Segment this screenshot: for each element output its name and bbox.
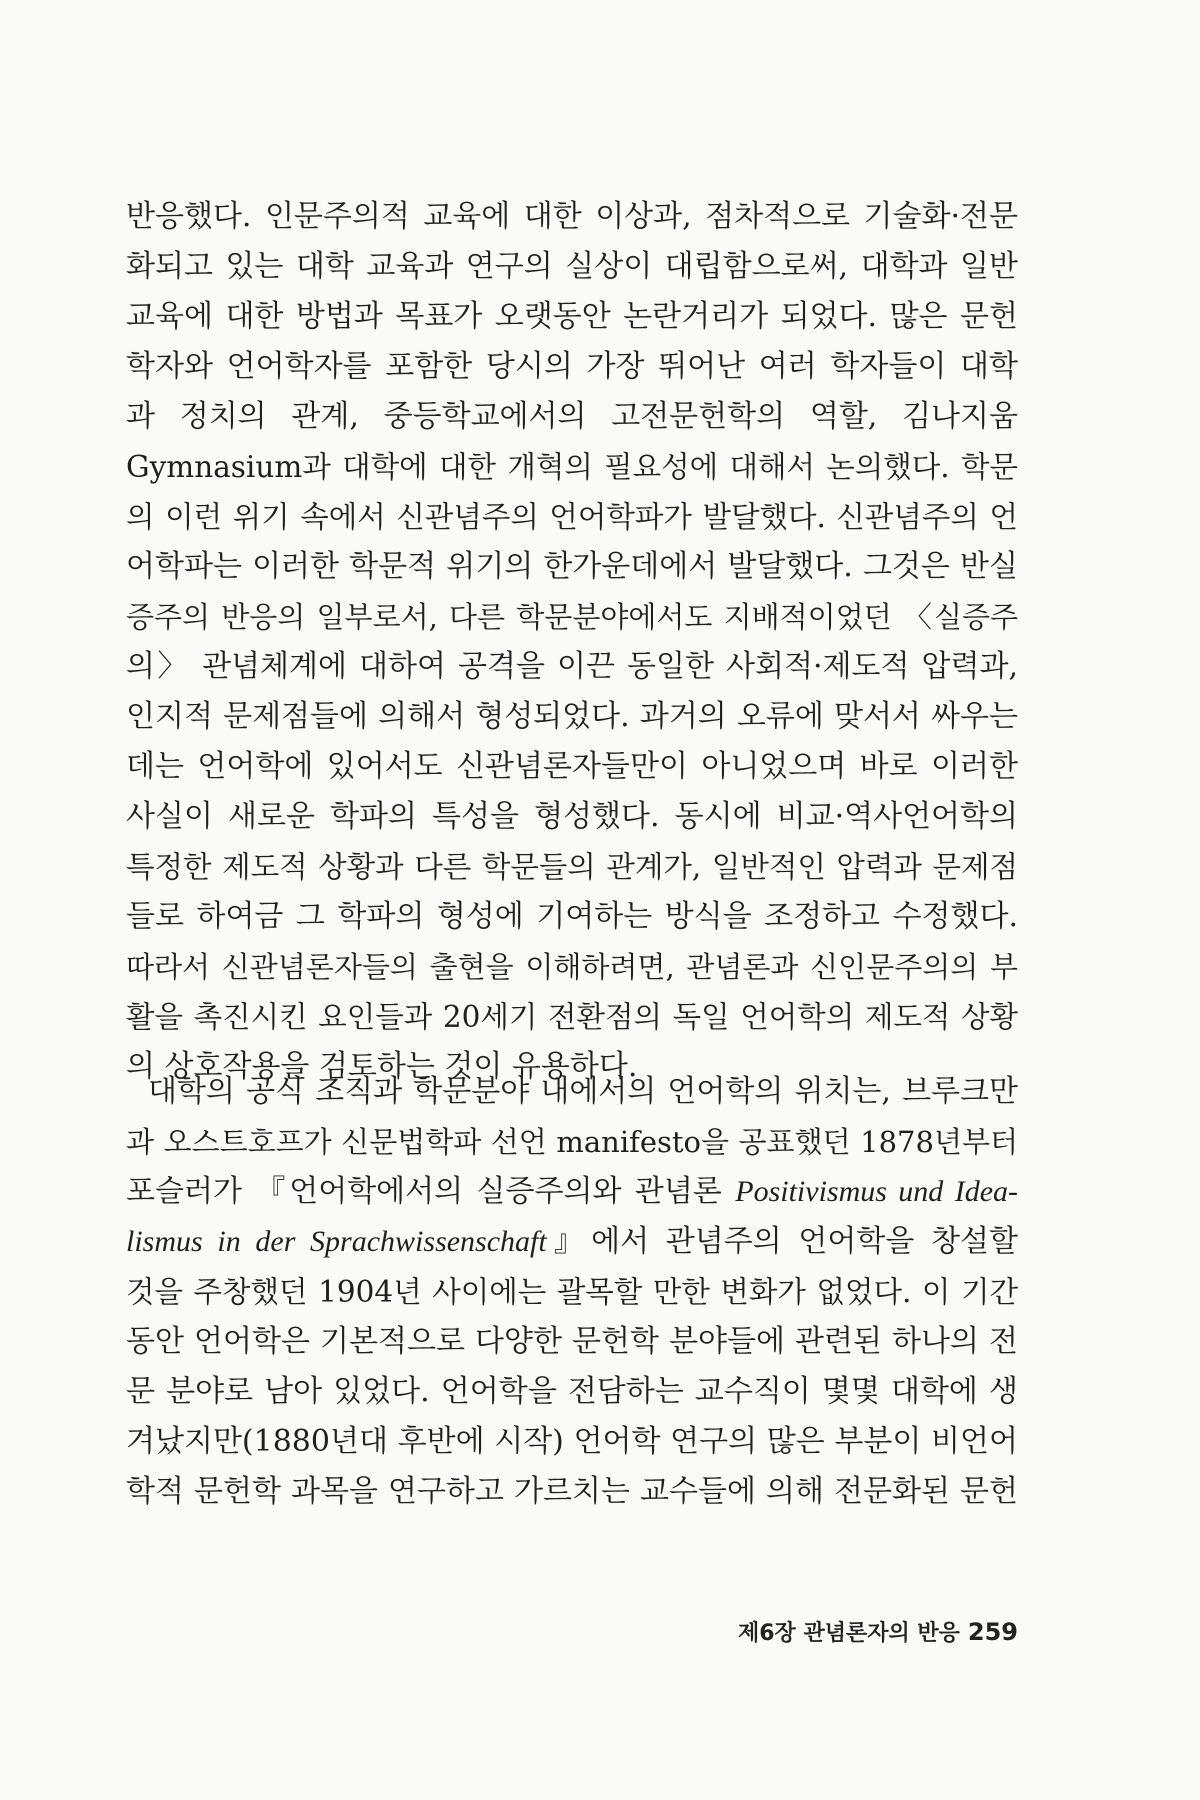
text-line: 의〉 관념체계에 대하여 공격을 이끈 동일한 사회적·제도적 압력과, [126,649,1018,684]
text-line: 것을 주창했던 1904년 사이에는 괄목할 만한 변화가 없었다. 이 기간 [126,1275,1018,1309]
text-line: 활을 촉진시킨 요인들과 20세기 전환점의 독일 언어학의 제도적 상황 [126,1000,1018,1034]
text-line: 화되고 있는 대학 교육과 연구의 실상이 대립함으로써, 대학과 일반 [126,249,1018,284]
text-line: 증주의 반응의 일부로서, 다른 학문분야에서도 지배적이었던 〈실증주 [126,600,1018,634]
text-line: 따라서 신관념론자들의 출현을 이해하려면, 관념론과 신인문주의의 부 [126,950,1018,984]
text-line: 어학파는 이러한 학문적 위기의 한가운데에서 발달했다. 그것은 반실 [126,549,1018,584]
text-line: 교육에 대한 방법과 목표가 오랫동안 논란거리가 되었다. 많은 문헌 [126,299,1018,334]
text-line: 의 상호작용을 검토하는 것이 유용하다. [126,1049,638,1084]
running-head: 제6장 관념론자의 반응 [737,1621,960,1646]
text-line: 동안 언어학은 기본적으로 다양한 문헌학 분야들에 관련된 하나의 전 [126,1324,1018,1359]
text-line: 과 오스트호프가 신문법학파 선언 manifesto을 공표했던 1878년부터 [126,1125,1018,1159]
text-line: 문 분야로 남아 있었다. 언어학을 전담하는 교수직이 몇몇 대학에 생 [126,1374,1018,1409]
page-footer [700,1612,1018,1652]
book-title-italic: Positivismus und Idea- [735,1175,1018,1208]
text-line: 반응했다. 인문주의적 교육에 대한 이상과, 점차적으로 기술화·전문 [126,199,1018,234]
text-line: 인지적 문제점들에 의해서 형성되었다. 과거의 오류에 맞서서 싸우는 [126,699,1018,734]
text-run: 』에서 관념주의 언어학을 창설할 [546,1224,1018,1259]
text-line: Gymnasium과 대학에 대한 개혁의 필요성에 대해서 논의했다. 학문 [126,450,1018,484]
text-line: 학자와 언어학자를 포함한 당시의 가장 뛰어난 여러 학자들이 대학 [126,349,1018,384]
paragraph-1 [126,192,1018,1092]
text-line [126,1167,1018,1217]
text-line: 대학의 공식 조직과 학문분야 내에서의 언어학의 위치는, 브루크만 [148,1074,1018,1109]
page-number: 259 [967,1618,1018,1646]
text-line: 특정한 제도적 상황과 다른 학문들의 관계가, 일반적인 압력과 문제점 [126,850,1018,884]
text-line: 과 정치의 관계, 중등학교에서의 고전문헌학의 역할, 김나지움 [126,399,1018,434]
paragraph-2 [126,1067,1018,1517]
text-line: 학적 문헌학 과목을 연구하고 가르치는 교수들에 의해 전문화된 문헌 [126,1474,1018,1509]
text-line: 사실이 새로운 학파의 특성을 형성했다. 동시에 비교·역사언어학의 [126,799,1018,834]
text-line [126,1217,1018,1267]
text-run: 포슬러가 『언어학에서의 실증주의와 관념론 [126,1174,736,1209]
book-title-italic: lismus in der Sprachwissenschaft [126,1225,547,1258]
text-line: 겨났지만(1880년대 후반에 시작) 언어학 연구의 많은 부분이 비언어 [126,1424,1018,1459]
text-line: 들로 하여금 그 학파의 형성에 기여하는 방식을 조정하고 수정했다. [126,899,1018,934]
text-line: 데는 언어학에 있어서도 신관념론자들만이 아니었으며 바로 이러한 [126,749,1018,784]
text-line: 의 이런 위기 속에서 신관념주의 언어학파가 발달했다. 신관념주의 언 [126,500,1018,534]
